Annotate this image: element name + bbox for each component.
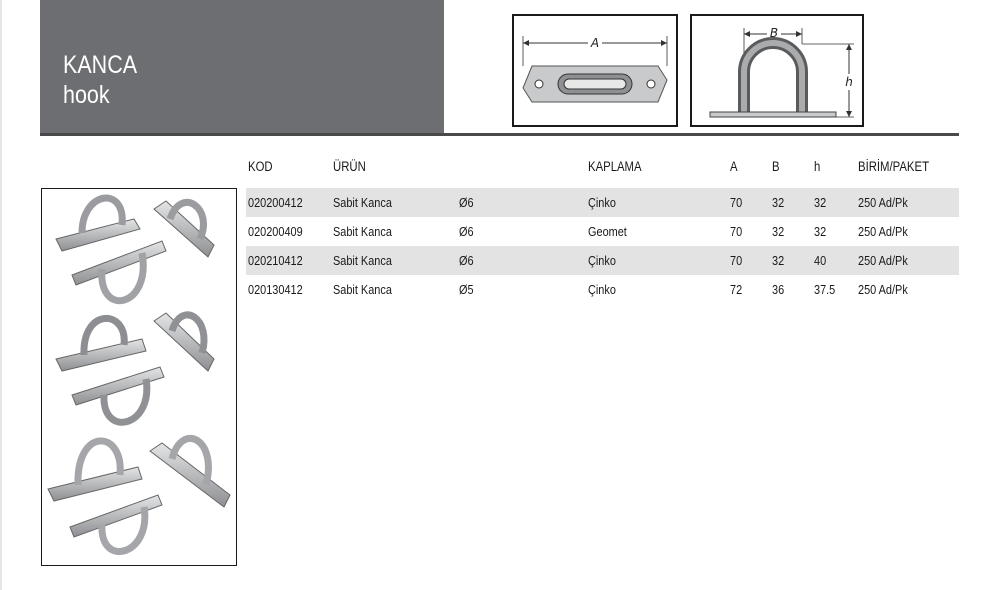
header-banner	[40, 0, 444, 134]
cell-a: 70	[730, 224, 743, 239]
cell-kod: 020200409	[248, 224, 303, 239]
cell-b: 32	[772, 224, 785, 239]
dimension-diagram-a	[512, 14, 678, 127]
cell-h: 40	[814, 253, 827, 268]
cell-birim-paket: 250 Ad/Pk	[858, 253, 908, 268]
cell-urun: Sabit Kanca	[333, 282, 392, 297]
cell-diameter: Ø6	[459, 224, 474, 239]
cell-h: 32	[814, 195, 827, 210]
cell-kaplama: Çinko	[588, 253, 616, 268]
cell-a: 70	[730, 253, 743, 268]
cell-kaplama: Çinko	[588, 195, 616, 210]
product-table	[246, 152, 959, 304]
header-urun: ÜRÜN	[333, 159, 366, 174]
cell-birim-paket: 250 Ad/Pk	[858, 224, 908, 239]
header-birim-paket: BİRİM/PAKET	[858, 159, 929, 174]
page-title	[63, 50, 137, 110]
cell-birim-paket: 250 Ad/Pk	[858, 195, 908, 210]
hook-set-1	[56, 198, 214, 301]
page-edge-rule	[0, 0, 2, 590]
cell-kod: 020130412	[248, 282, 303, 297]
table-row	[246, 188, 959, 217]
cell-diameter: Ø6	[459, 253, 474, 268]
title-turkish: KANCA	[63, 51, 138, 79]
cell-urun: Sabit Kanca	[333, 224, 392, 239]
title-english: hook	[63, 81, 110, 109]
cell-h: 32	[814, 224, 827, 239]
cell-birim-paket: 250 Ad/Pk	[858, 282, 908, 297]
table-header	[246, 152, 959, 188]
header-h: h	[814, 159, 821, 174]
cell-b: 32	[772, 195, 785, 210]
header-a: A	[730, 159, 738, 174]
header-kod: KOD	[248, 159, 273, 174]
cell-urun: Sabit Kanca	[333, 195, 392, 210]
header-kaplama: KAPLAMA	[588, 159, 642, 174]
cell-kaplama: Çinko	[588, 282, 616, 297]
table-row	[246, 275, 959, 304]
dimension-b-label: B	[769, 26, 779, 40]
table-row	[246, 217, 959, 246]
dimension-diagram-b	[690, 14, 864, 127]
table-row	[246, 246, 959, 275]
hook-set-3	[48, 438, 230, 551]
cell-kod: 020200412	[248, 195, 303, 210]
dimension-h-label: h	[845, 75, 853, 89]
cell-a: 72	[730, 282, 743, 297]
header-divider	[40, 133, 959, 136]
cell-b: 32	[772, 253, 785, 268]
header-b: B	[772, 159, 780, 174]
cell-b: 36	[772, 282, 785, 297]
cell-a: 70	[730, 195, 743, 210]
hook-set-2	[56, 313, 214, 422]
cell-diameter: Ø5	[459, 282, 474, 297]
cell-kaplama: Geomet	[588, 224, 627, 239]
dimension-a-label: A	[590, 36, 600, 50]
cell-kod: 020210412	[248, 253, 303, 268]
cell-diameter: Ø6	[459, 195, 474, 210]
cell-urun: Sabit Kanca	[333, 253, 392, 268]
cell-h: 37.5	[814, 282, 836, 297]
product-photo	[41, 188, 237, 566]
